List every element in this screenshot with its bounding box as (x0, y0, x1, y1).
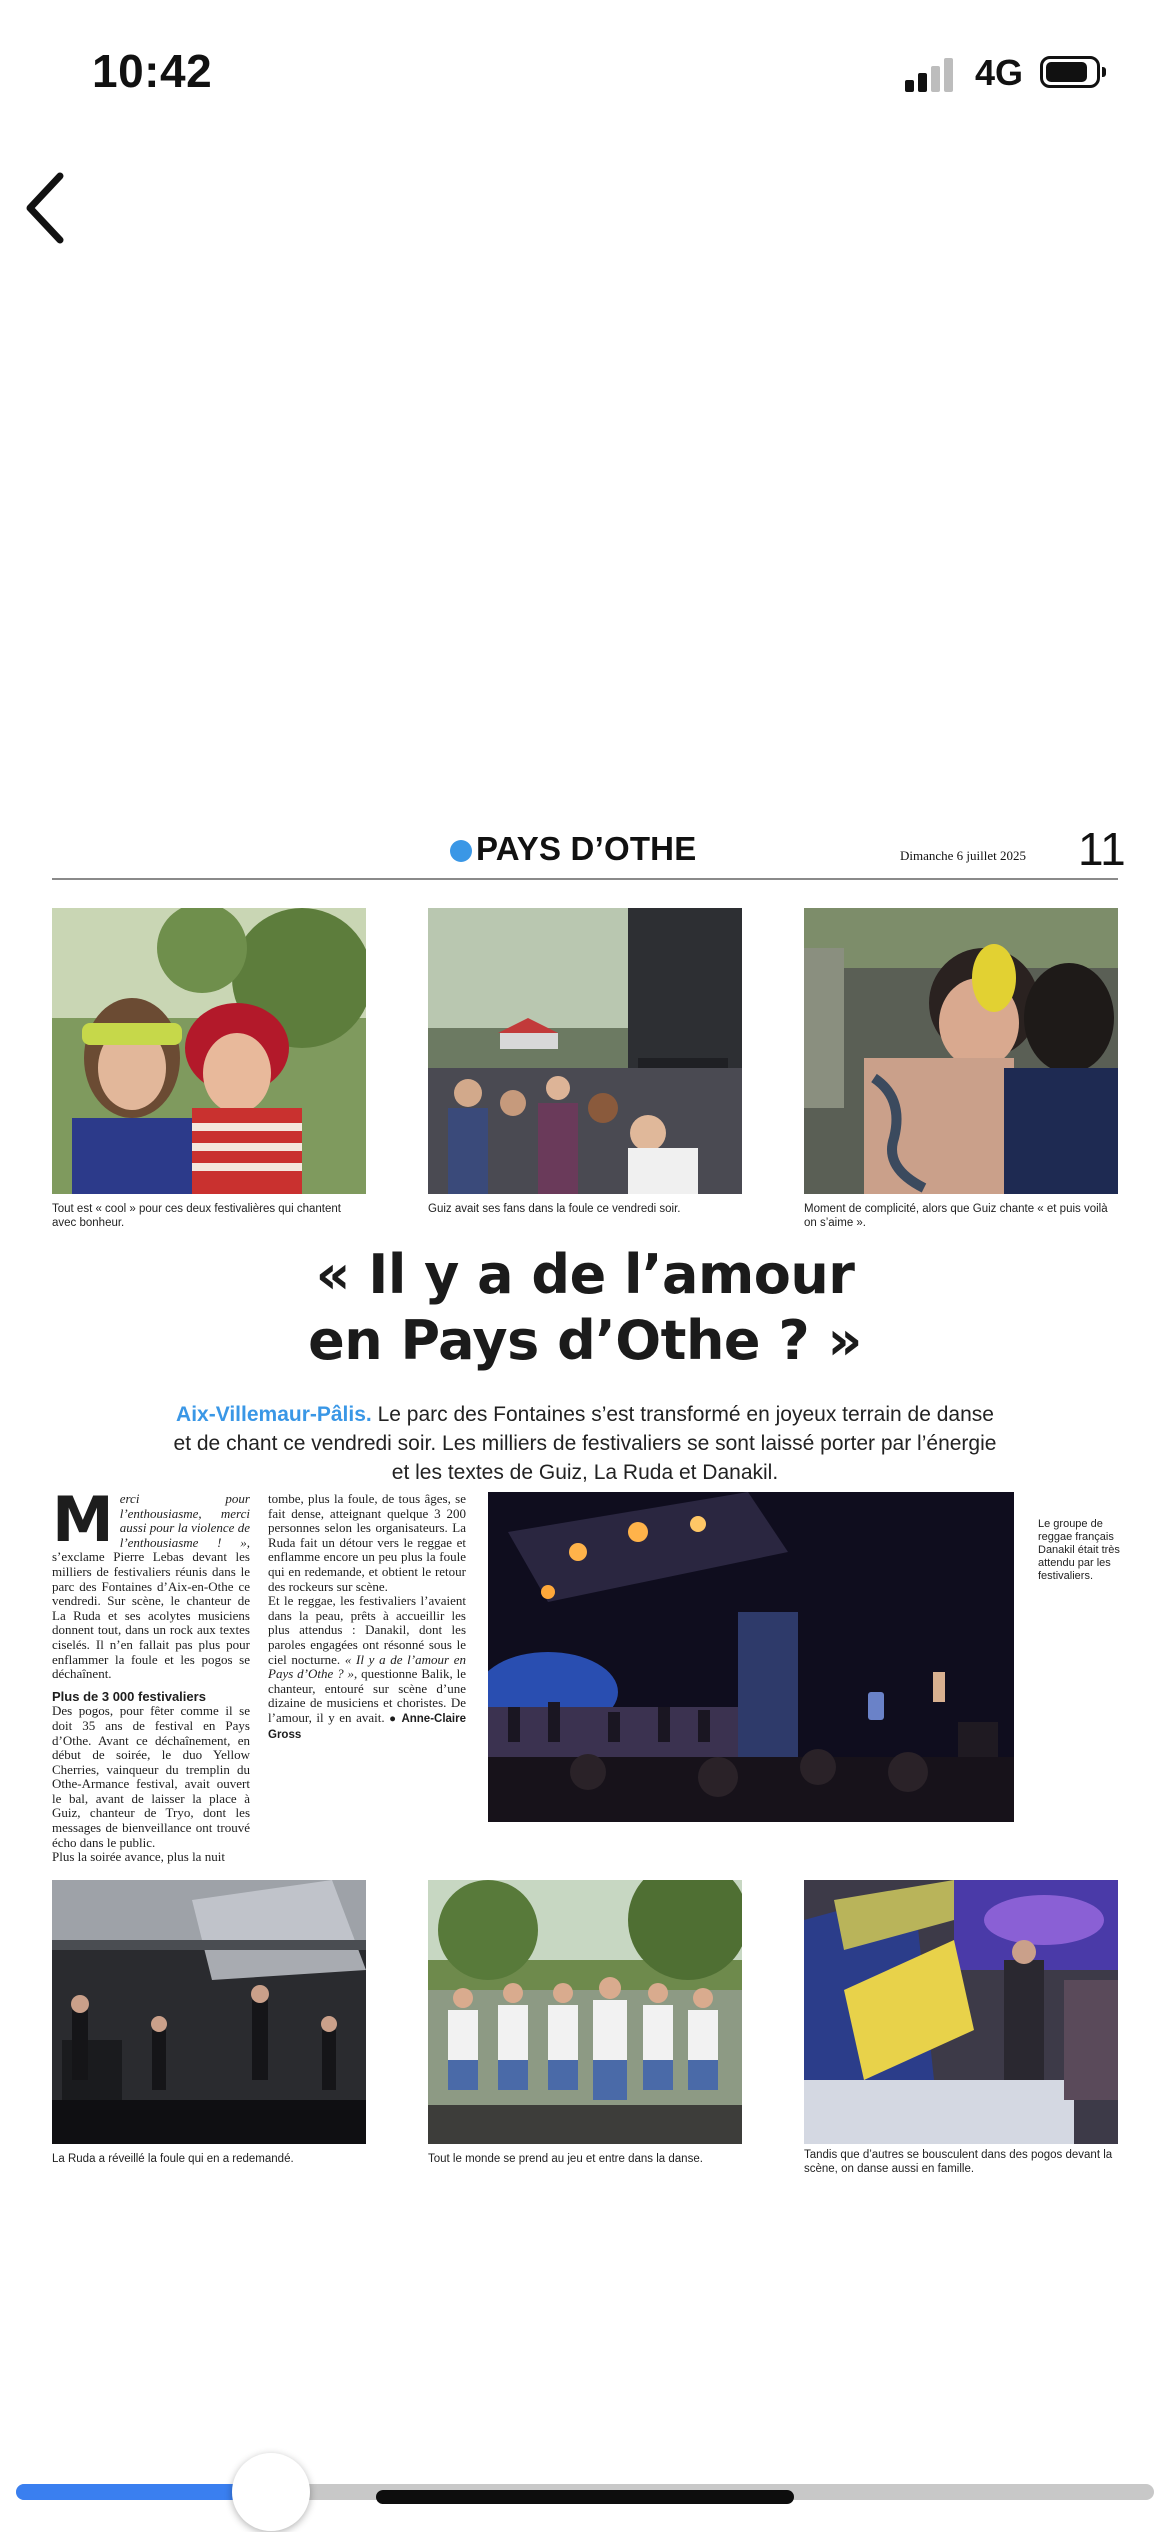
column-text: Et le reggae, les festivaliers l’avaient dans la peau, prêts à accueillir les plus attendus : Danakil, dont les paroles engagées ont résonné sous le ciel nocturne. (268, 1593, 466, 1667)
opening-quote: erci pour l’enthousiasme, merci aussi pour la violence de l’enthousiasme ! », (119, 1491, 250, 1550)
page-number: 11 (1078, 823, 1126, 875)
section-title: PAYS D’OTHE (476, 830, 697, 867)
home-indicator[interactable] (376, 2490, 794, 2504)
photo-festival-goers-cool (52, 908, 366, 1194)
dropcap: M (52, 1483, 114, 1556)
photo-couple-complicity (804, 908, 1118, 1194)
column-text: Plus la soirée avance, plus la nuit (52, 1849, 225, 1865)
photo-caption: Moment de complicité, alors que Guiz chante « et puis voilà on s’aime ». (804, 1203, 1108, 1229)
article-subhead: Plus de 3 000 festivaliers (52, 1688, 206, 1704)
headline-line-1: « Il y a de l’amour (315, 1243, 855, 1306)
column-text: Des pogos, pour fêter comme il se doit 35 ans de festival en Pays d’Othe. Avant ce déchaînement, en début de soirée, le duo Yellow Cherries, vainqueur du tremplin du Othe-Armance festival, avait ouvert le bal, avant de laisser la place à Guiz, chanteur de Tryo, dont les messages de bienveillance ont trouvé écho dans le public. (52, 1703, 250, 1850)
cellular-signal-icon (905, 56, 959, 92)
photo-caption: Tout le monde se prend au jeu et entre dans la danse. (428, 2153, 703, 2165)
article-column-1 (52, 1483, 250, 1865)
lead-text: Le parc des Fontaines s’est transformé en joyeux terrain de danse et de chant ce vendredi soir. Les milliers de festivaliers se sont laissé porter par l’énergie et les textes de Guiz, La Ruda et Danakil. (173, 1403, 997, 1484)
headline-line-2: en Pays d’Othe ? » (308, 1309, 862, 1372)
issue-date: Dimanche 6 juillet 2025 (900, 848, 1027, 863)
photo-danakil-concert (488, 1492, 1014, 1822)
photo-crowd-guiz (428, 908, 742, 1194)
back-button[interactable] (18, 168, 78, 248)
photo-caption: Le groupe de reggae français Danakil était très attendu par les festivaliers. (1038, 1518, 1120, 1582)
quote: « Il y a de l’amour en Pays d’Othe ? » (268, 1651, 467, 1682)
column-text: s’exclame Pierre Lebas devant les milliers de festivaliers réunis dans le parc des Fontaines d’Aix-en-Othe ce vendredi. Sur scène, le chanteur de La Ruda et ses acolytes musiciens donnent tout, dans un rock aux textes ciselés. Il n’en fallait pas plus pour enflammer la foule et les pogos se déchaînent. (52, 1549, 250, 1682)
lead-place: Aix-Villemaur-Pâlis. (176, 1403, 372, 1426)
article-column-2 (268, 1492, 466, 1742)
photo-caption: Tout est « cool » pour ces deux festivalières qui chantent avec bonheur. (52, 1203, 341, 1229)
newspaper-page[interactable] (52, 818, 1126, 2188)
photo-caption: Tandis que d’autres se bousculent dans des pogos devant la scène, on danse aussi en famille. (804, 2149, 1113, 2175)
status-time: 10:42 (92, 45, 213, 97)
page-slider-thumb[interactable] (232, 2453, 310, 2531)
photo-safe-zone-merch (804, 1880, 1118, 2144)
network-type: 4G (975, 52, 1024, 93)
photo-la-ruda-stage (52, 1880, 366, 2144)
battery-icon (1040, 56, 1100, 88)
article-lead (172, 1400, 998, 1487)
article-headline (52, 1242, 1118, 1374)
section-dot (450, 840, 472, 862)
page-header (52, 818, 1126, 880)
chevron-left-icon (18, 168, 78, 248)
photo-crowd-dancing (428, 1880, 742, 2144)
author-signature: ● Anne-Claire Gross (268, 1712, 466, 1741)
photo-caption: Guiz avait ses fans dans la foule ce vendredi soir. (428, 1203, 681, 1215)
photo-caption: La Ruda a réveillé la foule qui en a redemandé. (52, 2153, 294, 2165)
column-text: , questionne Balik, le chanteur, entouré sur scène d’une dizaine de musiciens et choristes. De l’amour, il y en avait. (268, 1666, 466, 1725)
column-text: tombe, plus la foule, de tous âges, se fait dense, atteignant quelque 3 200 personnes selon les organisateurs. La Ruda fait un détour vers le reggae et enflamme encore un peu plus la foule qui en redemande, et obtient le retour des rockeurs sur scène. (268, 1491, 466, 1594)
